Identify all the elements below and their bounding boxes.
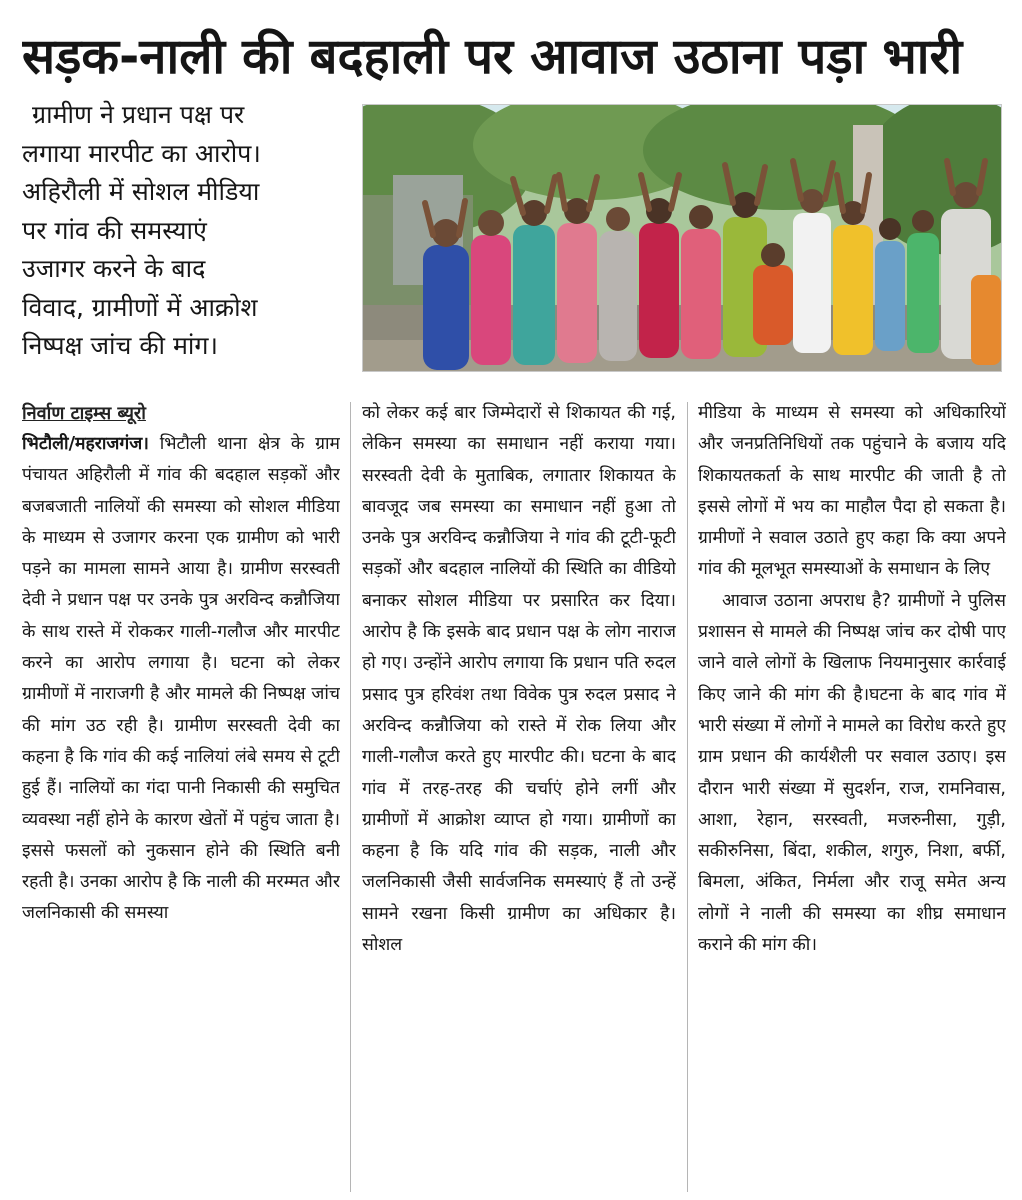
subheadline bbox=[22, 96, 352, 371]
subhead-line: लगाया मारपीट का आरोप। bbox=[22, 138, 261, 168]
column-3-text-part-2: आवाज उठाना अपराध है? ग्रामीणों ने पुलिस प्रशासन से मामले की निष्पक्ष जांच कर दोषी पाए जाने वाले लोगों के खिलाफ नियमानुसार कार्रवाई किए जाने की मांग की है।घटना के बाद गांव में भारी संख्या में लोगों ने मामले का विरोध करते हुए ग्राम प्रधान की कार्यशैली पर सवाल उठाए। इस दौरान भारी संख्या में सुदर्शन, राज, रामनिवास, आशा, रेहान, सरस्वती, मजरुनीसा, गुड़ी, सकीरुनिसा, बिंदा, शकील, शगुरु, निशा, बर्फी, बिमला, अंकित, निर्मला और राजू समेत अन्य लोगों ने नाली की समस्या का शीघ्र समाधान कराने की मांग की। bbox=[698, 590, 1006, 956]
column-3-text-part-1: मीडिया के माध्यम से समस्या को अधिकारियों और जनप्रतिनिधियों तक पहुंचाने के बजाय यदि शिकायतकर्ता के साथ मारपीट की जाती है तो इससे लोगों में भय का माहौल पैदा हो सकता है।ग्रामीणों ने सवाल उठाते हुए कहा कि क्या अपने गांव की मूलभूत समस्याओं के समाधान के लिए bbox=[698, 403, 1006, 580]
subhead-line: उजागर करने के बाद bbox=[22, 254, 206, 283]
headline: सड़क-नाली की बदहाली पर आवाज उठाना पड़ा भारी bbox=[22, 28, 963, 85]
article-column-1 bbox=[22, 398, 340, 1190]
subhead-line: अहिरौली में सोशल मीडिया bbox=[22, 177, 260, 206]
subhead-line: निष्पक्ष जांच की मांग। bbox=[22, 331, 218, 360]
column-1-text: भिटौली थाना क्षेत्र के ग्राम पंचायत अहिरौली में गांव की बदहाल सड़कों और बजबजाती नालियों की समस्या को सोशल मीडिया के माध्यम से उजागर करना एक ग्रामीण को भारी पड़ने का मामला सामने आया है। ग्रामीण सरस्वती देवी ने प्रधान पक्ष पर उनके पुत्र अरविन्द कन्नौजिया के साथ रास्ते में रोककर गाली-गलौज और मारपीट करने का आरोप लगाया है। घटना को लेकर ग्रामीणों में नाराजगी है और मामले की निष्पक्ष जांच की मांग उठ रही है। ग्रामीण सरस्वती देवी का कहना है कि गांव की कई नालियां लंबे समय से टूटी हुई हैं। नालियों का गंदा पानी निकासी की समुचित व्यवस्था नहीं होने के कारण खेतों में पहुंच जाता है। इससे फसलों को नुकसान होने की स्थिति बनी रहती है। उनका आरोप है कि नाली की मरम्मत और जलनिकासी की समस्या bbox=[22, 434, 340, 924]
subhead-line: पर गांव की समस्याएं bbox=[22, 215, 207, 245]
article-paragraph bbox=[22, 429, 340, 930]
dateline: भिटौली/महराजगंज। bbox=[22, 434, 149, 454]
byline: निर्वाण टाइम्स ब्यूरो bbox=[22, 403, 146, 424]
article-body bbox=[0, 398, 1022, 1198]
subhead-line: ग्रामीण ने प्रधान पक्ष पर bbox=[32, 100, 245, 129]
protest-photo bbox=[362, 104, 1002, 372]
protest-photo-illustration bbox=[363, 105, 1001, 371]
article-column-2 bbox=[362, 398, 676, 1190]
article-column-3 bbox=[698, 398, 1006, 1190]
subhead-line: विवाद, ग्रामीणों में आक्रोश bbox=[22, 292, 258, 322]
column-2-text: को लेकर कई बार जिम्मेदारों से शिकायत की गई, लेकिन समस्या का समाधान नहीं कराया गया। सरस्वती देवी के मुताबिक, लगातार शिकायत के बावजूद जब समस्या का समाधान नहीं हुआ तो उनके पुत्र अरविन्द कन्नौजिया ने गांव की टूटी-फूटी सड़कों और बदहाल नालियों की स्थिति का वीडियो बनाकर सोशल मीडिया पर प्रसारित कर दिया। आरोप है कि इसके बाद प्रधान पक्ष के लोग नाराज हो गए। उन्होंने आरोप लगाया कि प्रधान पति रुदल प्रसाद पुत्र हरिवंश तथा विवेक पुत्र रुदल प्रसाद ने अरविन्द कन्नौजिया को रास्ते में रोक लिया और गाली-गलौज करते हुए मारपीट की। घटना के बाद गांव में तरह-तरह की चर्चाएं होने लगीं और ग्रामीणों में आक्रोश व्याप्त हो गया। ग्रामीणों का कहना है कि यदि गांव की सड़क, नाली और जलनिकासी जैसी सार्वजनिक समस्याएं हैं तो उन्हें सामने रखना किसी ग्रामीण का अधिकार है। सोशल bbox=[362, 403, 676, 956]
